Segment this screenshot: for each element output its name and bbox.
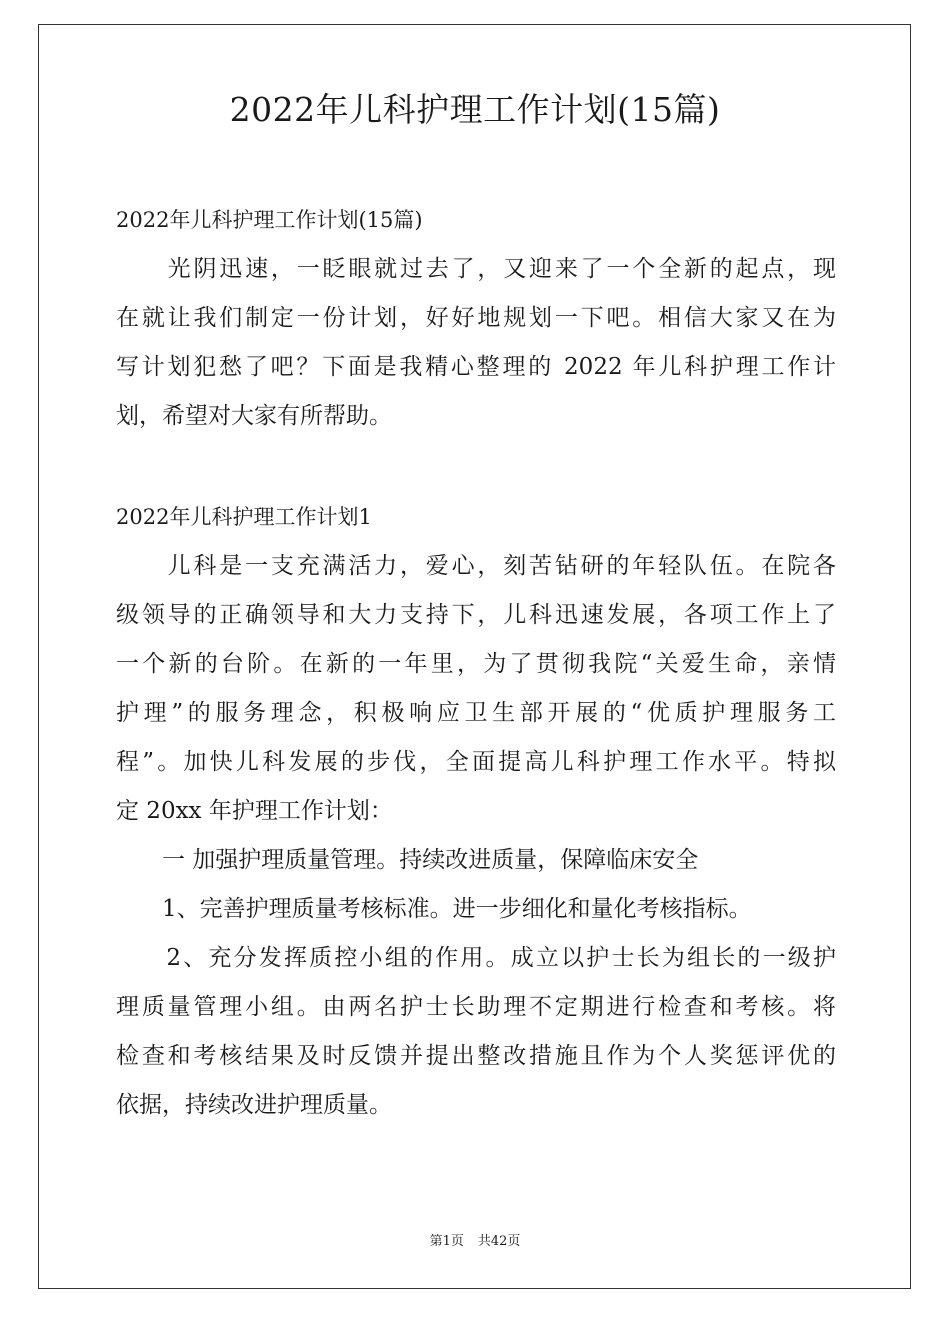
section1-line-1: 儿科是一支充满活力，爱心，刻苦钻研的年轻队伍。在院各 [116,553,836,579]
section1-line-5: 程”。加快儿科发展的步伐，全面提高儿科护理工作水平。特拟 [116,749,836,775]
section1-item-2-line-2: 理质量管理小组。由两名护士长助理不定期进行检查和考核。将 [116,994,836,1020]
intro-line-2: 在就让我们制定一份计划，好好地规划一下吧。相信大家又在为 [116,305,836,331]
intro-line-3: 写计划犯愁了吧？下面是我精心整理的 2022 年儿科护理工作计 [116,354,836,380]
section1-line-2: 级领导的正确领导和大力支持下，儿科迅速发展，各项工作上了 [116,602,836,628]
intro-subtitle: 2022年儿科护理工作计划(15篇) [116,208,423,232]
page-total: 共42页 [477,1234,521,1249]
intro-line-1: 光阴迅速，一眨眼就过去了，又迎来了一个全新的起点，现 [116,256,836,282]
section1-heading: 2022年儿科护理工作计划1 [116,505,372,529]
section1-line-4: 护理”的服务理念，积极响应卫生部开展的“优质护理服务工 [116,700,836,726]
section1-item-2-line-3: 检查和考核结果及时反馈并提出整改措施且作为个人奖惩评优的 [116,1043,836,1069]
document-body [116,196,836,1130]
section1-item-2-line-1: 2、充分发挥质控小组的作用。成立以护士长为组长的一级护 [116,945,836,971]
document-title: 2022年儿科护理工作计划(15篇) [229,90,721,129]
section1-item-2-line-4: 依据，持续改进护理质量。 [116,1092,392,1118]
intro-line-4: 划，希望对大家有所帮助。 [116,403,392,429]
section1-line-3: 一个新的台阶。在新的一年里，为了贯彻我院“关爱生命，亲情 [116,651,836,677]
section1-item-heading: 一 加强护理质量管理。持续改进质量，保障临床安全 [116,847,699,873]
section-spacer [116,441,836,493]
section1-line-6: 定 20xx 年护理工作计划： [116,798,393,824]
page-number: 第1页 [429,1234,464,1249]
page-footer [0,1233,950,1251]
section1-item-1: 1、完善护理质量考核标准。进一步细化和量化考核指标。 [116,896,752,922]
